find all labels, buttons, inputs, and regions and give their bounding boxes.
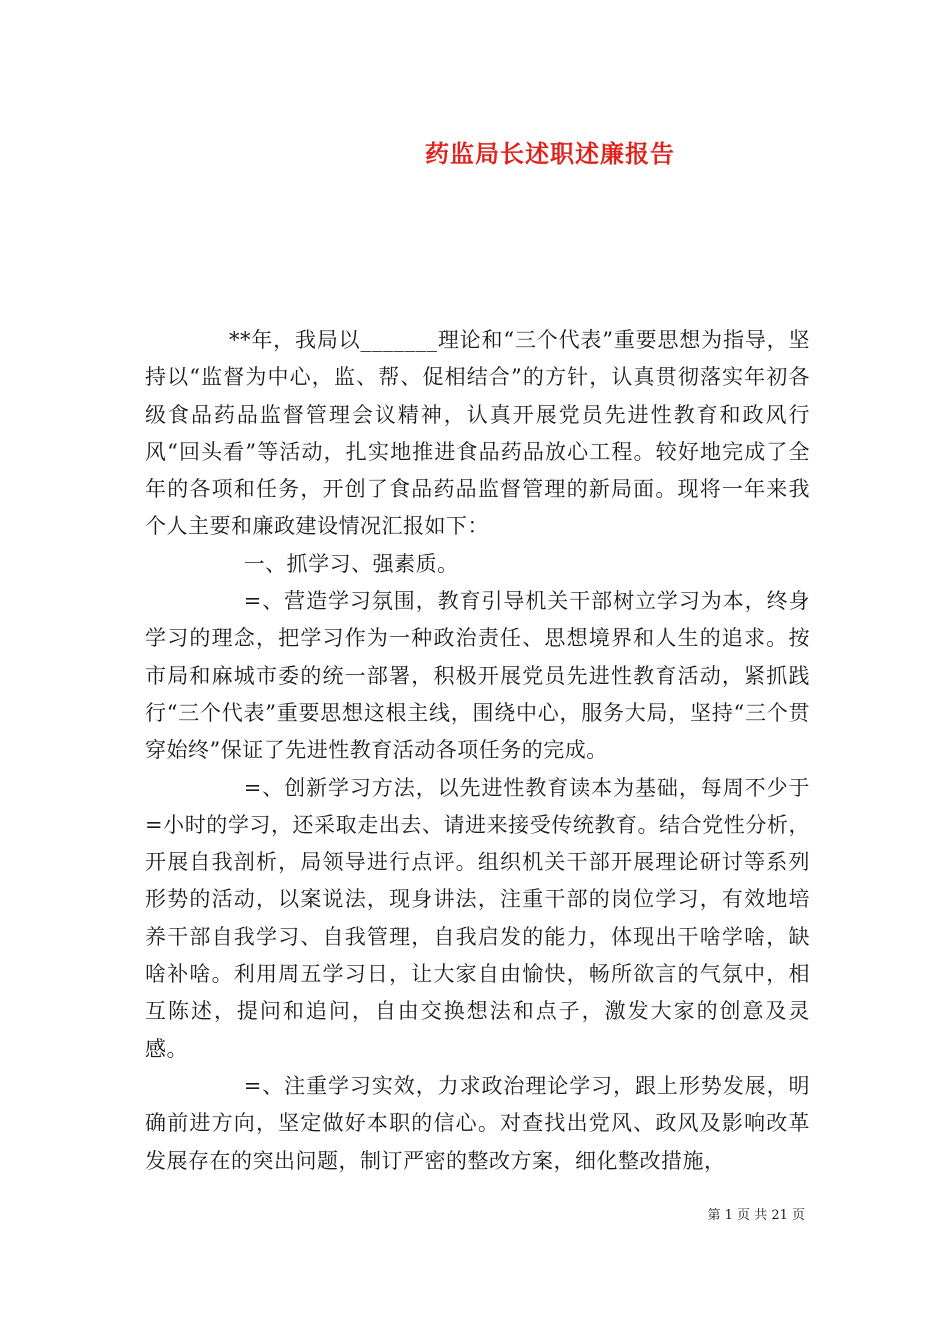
body-paragraph: =、创新学习方法，以先进性教育读本为基础，每周不少于=小时的学习，还采取走出去、请进来接受传统教育。结合党性分析，开展自我剖析，局领导进行点评。组织机关干部开展理论研讨等系列形势的活动，以案说法，现身讲法，注重干部的岗位学习，有效地培养干部自我学习、自我管理，自我启发的能力，体现出干啥学啥，缺啥补啥。利用周五学习日，让大家自由愉快，畅所欲言的气氛中，相互陈述，提问和追问，自由交换想法和点子，激发大家的创意及灵感。 [145,775,810,1061]
body-paragraph: =、营造学习氛围，教育引导机关干部树立学习为本，终身学习的理念，把学习作为一种政治责任、思想境界和人生的追求。按市局和麻城市委的统一部署，积极开展党员先进性教育活动，紧抓践行“三个代表”重要思想这根主线，围绕中心，服务大局，坚持“三个贯穿始终”保证了先进性教育活动各项任务的完成。 [145,589,810,763]
intro-paragraph: **年，我局以_______理论和“三个代表”重要思想为指导，坚持以“监督为中心，监、帮、促相结合”的方针，认真贯彻落实年初各级食品药品监督管理会议精神，认真开展党员先进性教育和政风行风“回头看”等活动，扎实地推进食品药品放心工程。较好地完成了全年的各项和任务，开创了食品药品监督管理的新局面。现将一年来我个人主要和廉政建设情况汇报如下： [145,328,810,539]
document-title: 药监局长述职述廉报告 [425,139,675,168]
document-body [145,322,810,1180]
page-number: 第 1 页 共 21 页 [707,1208,805,1223]
body-paragraph: =、注重学习实效，力求政治理论学习，跟上形势发展，明确前进方向，坚定做好本职的信心。对查找出党风、政风及影响改革发展存在的突出问题，制订严密的整改方案，细化整改措施， [145,1073,810,1173]
section-heading: 一、抓学习、强素质。 [243,551,459,576]
